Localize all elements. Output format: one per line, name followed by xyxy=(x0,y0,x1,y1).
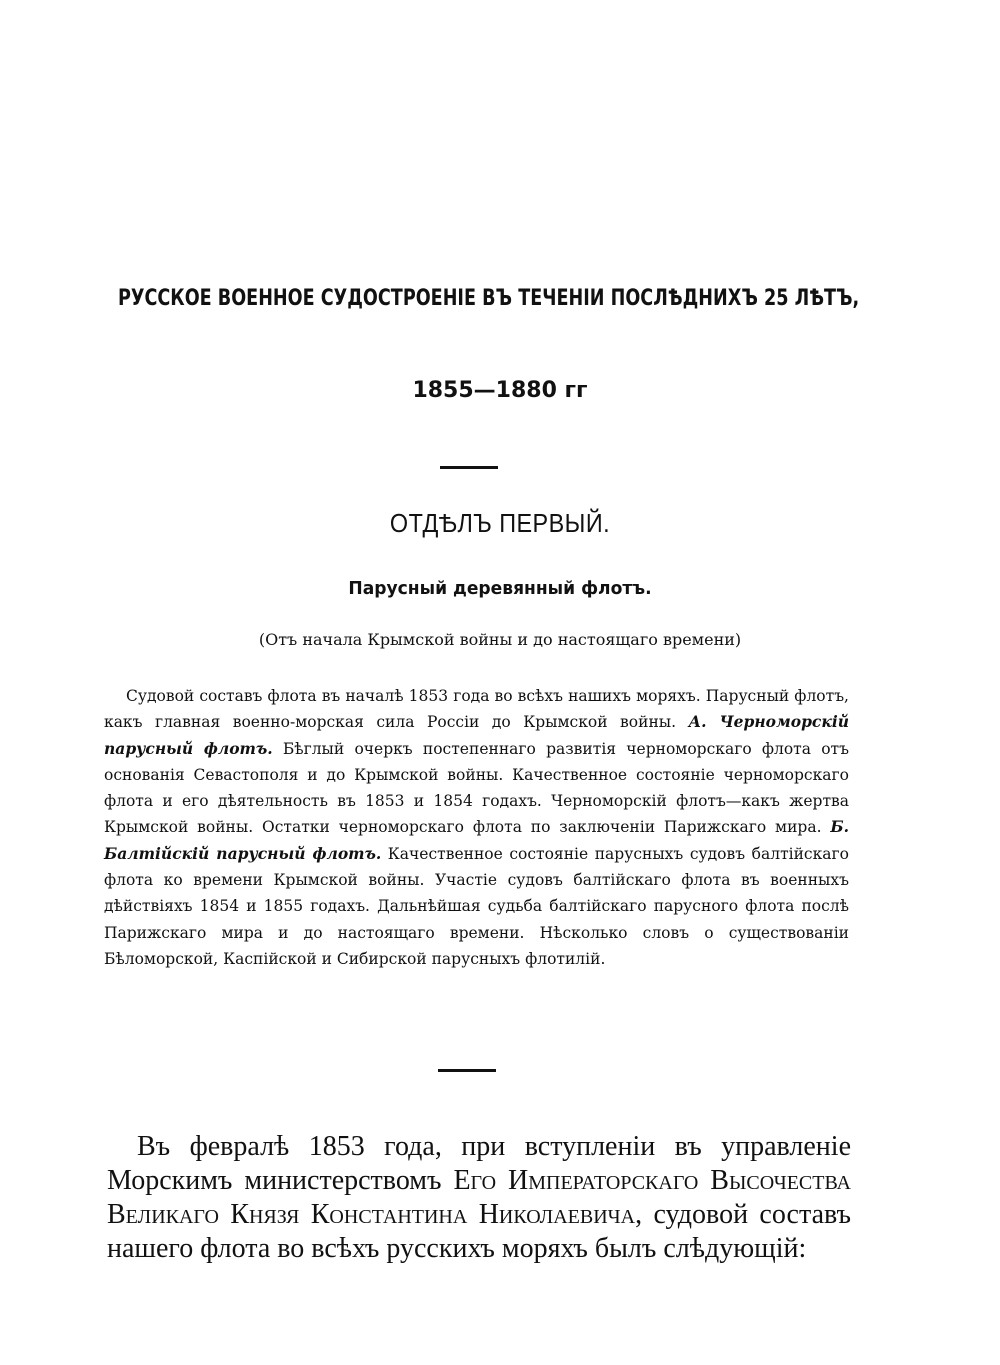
section-note: (Отъ начала Крымской войны и до настоящаго времени) xyxy=(258,630,742,649)
abstract-text: Качественное состояніе парусныхъ судовъ балтійскаго флота ко времени Крымской войны. Участіе судовъ балтійскаго флота въ военныхъ дѣйствіяхъ 1854 и 1855 годахъ. Дальнѣйшая судьба балтійскаго парусного флота послѣ Парижскаго мира и до настоящаго времени. Нѣсколько словъ о существованіи Бѣломорской, Каспійской и Сибирской парусныхъ флотилій. xyxy=(104,844,849,968)
body-text: Въ февралѣ 1853 года, при вступленіи въ управленіе Морскимъ министерствомъ xyxy=(107,1131,851,1196)
body-smallcaps-name: Его Императорскаго Высочества Великаго Князя Константина Николаевича xyxy=(107,1165,851,1230)
section-heading: ОТДѢЛЪ ПЕРВЫЙ. xyxy=(389,508,611,538)
abstract-italic-baltic: Б. Балтійскій парусный флотъ. xyxy=(104,817,849,863)
abstract-text: Судовой составъ флота въ началѣ 1853 года во всѣхъ нашихъ моряхъ. Парусный флотъ, какъ главная военно-морская сила Россіи до Крымской войны. xyxy=(104,687,849,732)
chapter-abstract xyxy=(104,683,849,972)
divider-rule xyxy=(438,1069,496,1072)
document-title: РУССКОЕ ВОЕННОЕ СУДОСТРОЕНІЕ ВЪ ТЕЧЕНІИ ПОСЛѢДНИХЪ 25 ЛѢТЪ, xyxy=(118,286,860,311)
body-paragraph xyxy=(107,1130,851,1266)
abstract-italic-black-sea: А. Черноморскій парусный флотъ. xyxy=(104,712,849,758)
abstract-text: Бѣглый очеркъ постепеннаго развитія черноморскаго флота отъ основанія Севастополя и до Крымской войны. Качественное состояніе черноморскаго флота и его дѣятельность въ 1853 и 1854 годахъ. Черноморскій флотъ—какъ жертва Крымской войны. Остатки черноморскаго флота по заключеніи Парижскаго мира. xyxy=(104,739,849,837)
section-subtitle: Парусный деревянный флотъ. xyxy=(348,578,652,599)
divider-rule xyxy=(440,466,498,469)
years-heading: 1855—1880 гг xyxy=(412,378,588,403)
body-text: , судовой составъ нашего флота во всѣхъ русскихъ моряхъ былъ слѣдующій: xyxy=(107,1199,851,1264)
